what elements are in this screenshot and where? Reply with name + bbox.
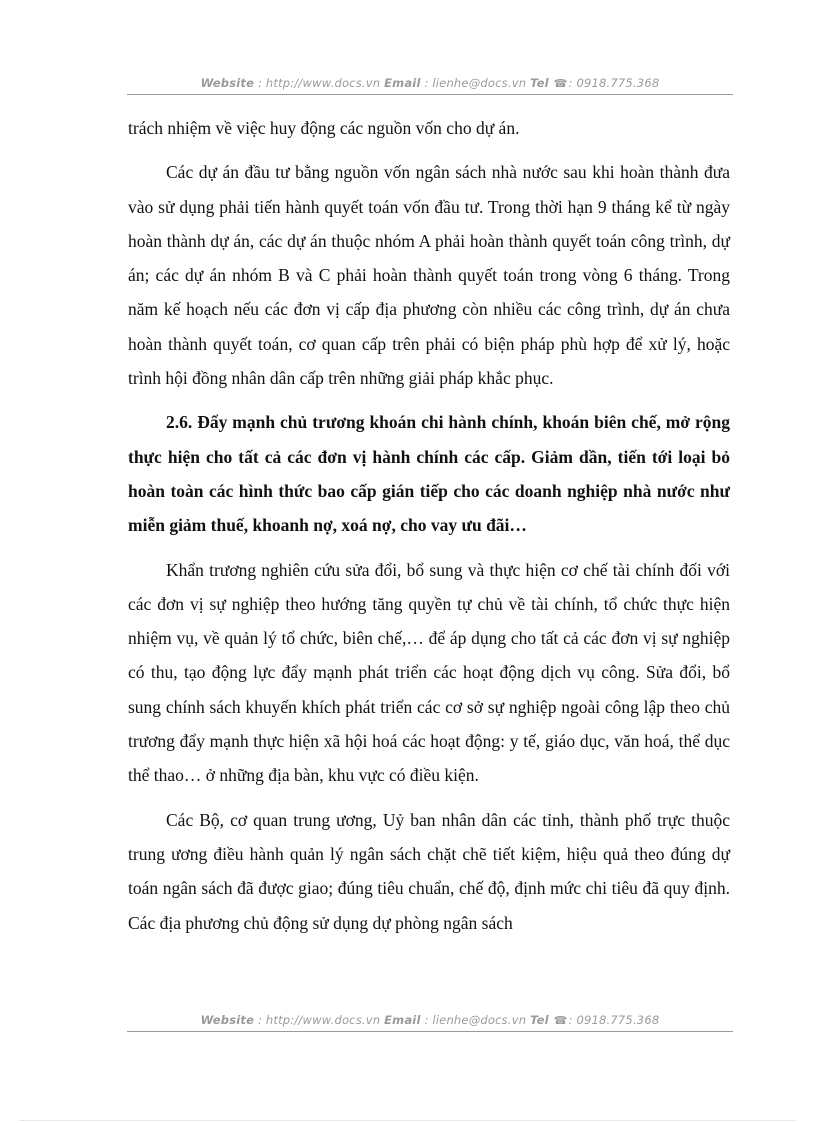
document-body [128, 111, 730, 940]
footer-tel-label: Tel [530, 1013, 549, 1027]
page-edge-divider [20, 1120, 796, 1121]
footer-rule [127, 1031, 733, 1032]
section-heading-2-6: 2.6. Đẩy mạnh chủ trương khoán chi hành chính, khoán biên chế, mở rộng thực hiện cho tất cả các đơn vị hành chính các cấp. Giảm dần, tiến tới loại bỏ hoàn toàn các hình thức bao cấp gián tiếp cho các doanh nghiệp nhà nước như miễn giảm thuế, khoanh nợ, xoá nợ, cho vay ưu đãi… [128, 412, 730, 536]
footer-tel-value: : 0918.775.368 [568, 1013, 660, 1027]
header-tel-value: : 0918.775.368 [568, 76, 660, 90]
header-email-value[interactable]: : lienhe@docs.vn [420, 76, 531, 90]
header-tel-label: Tel [530, 76, 549, 90]
footer-email-value[interactable]: : lienhe@docs.vn [420, 1013, 531, 1027]
running-footer [127, 1013, 733, 1027]
running-header [127, 76, 733, 90]
paragraph-public-units: Khẩn trương nghiên cứu sửa đổi, bổ sung và thực hiện cơ chế tài chính đối với các đơn vị sự nghiệp theo hướng tăng quyền tự chủ về tài chính, tổ chức thực hiện nhiệm vụ, về quản lý tổ chức, biên chế,… để áp dụng cho tất cả các đơn vị sự nghiệp có thu, tạo động lực đẩy mạnh phát triển các hoạt động dịch vụ công. Sửa đổi, bổ sung chính sách khuyến khích phát triển các cơ sở sự nghiệp ngoài công lập theo chủ trương đẩy mạnh thực hiện xã hội hoá các hoạt động: y tế, giáo dục, văn hoá, thể dục thể thao… ở những địa bàn, khu vực có điều kiện. [128, 559, 730, 786]
header-website-label: Website [200, 76, 255, 90]
footer-website-value[interactable]: : http://www.docs.vn [254, 1013, 385, 1027]
header-email-label: Email [384, 76, 421, 90]
header-website-value[interactable]: : http://www.docs.vn [254, 76, 385, 90]
phone-icon: ☎ [553, 77, 568, 90]
phone-icon: ☎ [553, 1014, 568, 1027]
header-rule [127, 94, 733, 95]
paragraph-ministries: Các Bộ, cơ quan trung ương, Uỷ ban nhân dân các tỉnh, thành phố trực thuộc trung ương điều hành quản lý ngân sách chặt chẽ tiết kiệm, hiệu quả theo đúng dự toán ngân sách đã được giao; đúng tiêu chuẩn, chế độ, định mức chi tiêu đã quy định. Các địa phương chủ động sử dụng dự phòng ngân sách [128, 809, 730, 933]
paragraph-settlement: Các dự án đầu tư bằng nguồn vốn ngân sách nhà nước sau khi hoàn thành đưa vào sử dụng phải tiến hành quyết toán vốn đầu tư. Trong thời hạn 9 tháng kể từ ngày hoàn thành dự án, các dự án thuộc nhóm A phải hoàn thành quyết toán công trình, dự án; các dự án nhóm B và C phải hoàn thành quyết toán trong vòng 6 tháng. Trong năm kế hoạch nếu các đơn vị cấp địa phương còn nhiều các công trình, dự án chưa hoàn thành quyết toán, cơ quan cấp trên phải có biện pháp phù hợp để xử lý, hoặc trình hội đồng nhân dân cấp trên những giải pháp khắc phục. [128, 162, 730, 389]
footer-email-label: Email [384, 1013, 421, 1027]
footer-website-label: Website [200, 1013, 255, 1027]
paragraph-continued: trách nhiệm về việc huy động các nguồn vốn cho dự án. [128, 118, 520, 138]
